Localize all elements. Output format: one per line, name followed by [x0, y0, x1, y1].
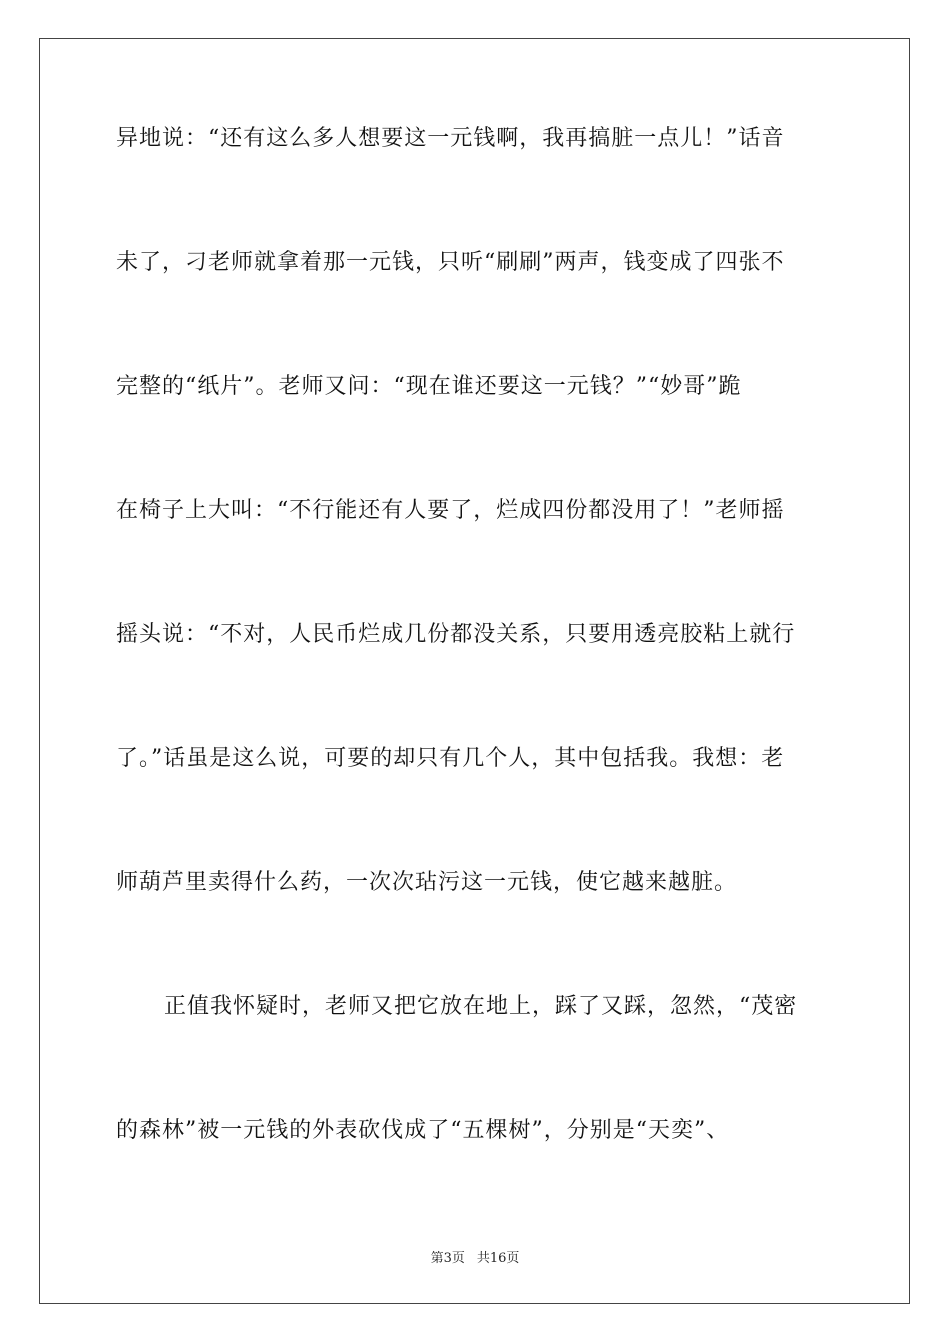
- document-body: [116, 126, 836, 1242]
- text-line: 摇头说：“不对，人民币烂成几份都没关系，只要用透亮胶粘上就行: [116, 622, 796, 647]
- total-pages: 共16页: [476, 1251, 520, 1266]
- text-line: 的森林”被一元钱的外表砍伐成了“五棵树”，分别是“天奕”、: [116, 1118, 730, 1143]
- text-line: 在椅子上大叫：“不行能还有人要了，烂成四份都没用了！”老师摇: [116, 498, 785, 523]
- text-line: 完整的“纸片”。老师又问：“现在谁还要这一元钱？”“妙哥”跪: [116, 374, 742, 399]
- text-line: 了。”话虽是这么说，可要的却只有几个人，其中包括我。我想：老: [116, 746, 785, 771]
- paragraph-first-line: 正值我怀疑时，老师又把它放在地上，踩了又踩，忽然，“茂密: [164, 994, 798, 1019]
- page-number: 第3页: [430, 1251, 465, 1266]
- page-footer: [0, 1247, 950, 1266]
- text-line: 未了，刁老师就拿着那一元钱，只听“刷刷”两声，钱变成了四张不: [116, 250, 785, 275]
- text-line: 异地说：“还有这么多人想要这一元钱啊，我再搞脏一点儿！”话音: [116, 126, 785, 151]
- text-line: 师葫芦里卖得什么药，一次次玷污这一元钱，使它越来越脏。: [116, 870, 738, 895]
